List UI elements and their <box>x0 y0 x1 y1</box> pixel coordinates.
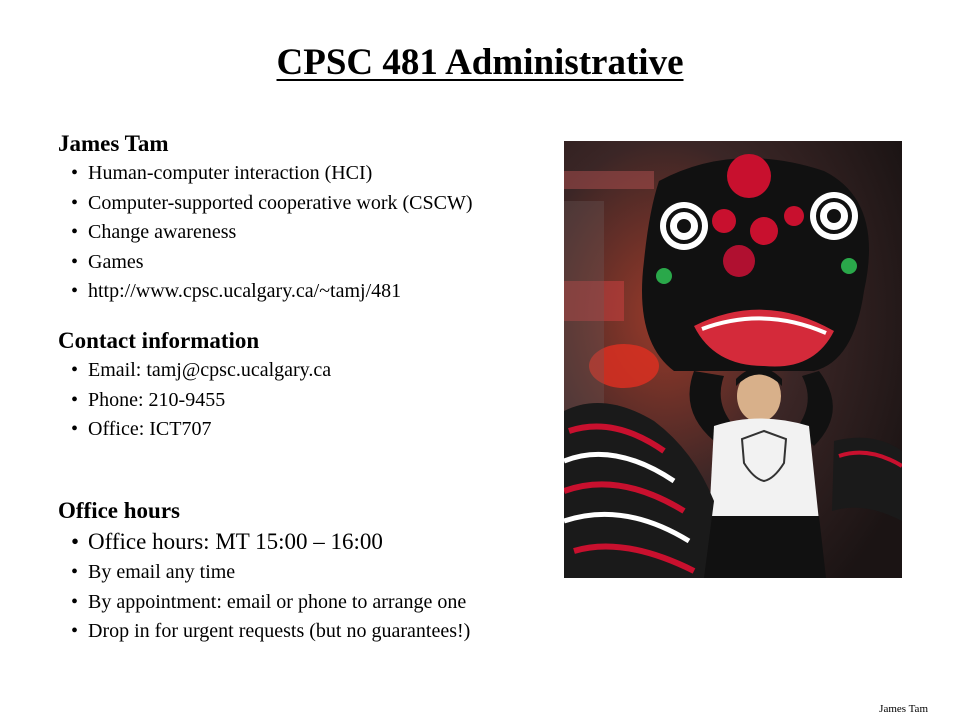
section-heading: Office hours <box>58 498 181 523</box>
bullet-icon: • <box>71 620 79 643</box>
bullet-icon: • <box>71 250 79 273</box>
bullet-list <box>58 159 473 307</box>
section-james-tam <box>58 129 473 307</box>
list-item: • Human-computer interaction (HCI) <box>58 159 473 189</box>
bullet-icon: • <box>71 221 79 244</box>
section-contact-information <box>58 326 331 445</box>
bullet-icon: • <box>71 162 79 184</box>
bullet-list <box>58 356 331 445</box>
lion-dance-photo <box>564 141 902 578</box>
section-heading: Contact information <box>58 328 260 353</box>
bullet-icon: • <box>71 191 79 214</box>
list-item <box>58 277 473 307</box>
section-heading: James Tam <box>58 131 169 156</box>
bullet-icon: • <box>71 529 80 554</box>
list-item: • Drop in for urgent requests (but no guarantees!) <box>58 617 470 647</box>
bullet-list <box>58 526 470 647</box>
list-item <box>58 386 331 416</box>
list-item <box>58 356 331 386</box>
bullet-icon: • <box>71 359 79 381</box>
list-item: • Office hours: MT 15:00 – 16:00 <box>58 526 470 558</box>
bullet-icon: • <box>71 590 79 613</box>
section-office-hours <box>58 496 470 647</box>
phone-text: Phone: 210-9455 <box>88 388 226 411</box>
email-text: Email: tamj@cpsc.ucalgary.ca <box>88 359 332 381</box>
footer-author: James Tam <box>879 703 928 715</box>
list-item: • By appointment: email or phone to arrange one <box>58 588 470 618</box>
office-text: Office: ICT707 <box>88 418 212 441</box>
course-url: http://www.cpsc.ucalgary.ca/~tamj/481 <box>88 280 402 303</box>
bullet-icon: • <box>71 561 79 583</box>
list-item: • Computer-supported cooperative work (CSCW) <box>58 189 473 219</box>
list-item: • By email any time <box>58 558 470 588</box>
lion-dance-illustration <box>564 141 902 578</box>
bullet-icon: • <box>71 280 79 303</box>
list-item: • Games <box>58 248 473 278</box>
bullet-icon: • <box>71 388 79 411</box>
list-item: • Change awareness <box>58 218 473 248</box>
bullet-icon: • <box>71 418 79 441</box>
list-item <box>58 415 331 445</box>
slide-title: CPSC 481 Administrative <box>276 42 684 83</box>
